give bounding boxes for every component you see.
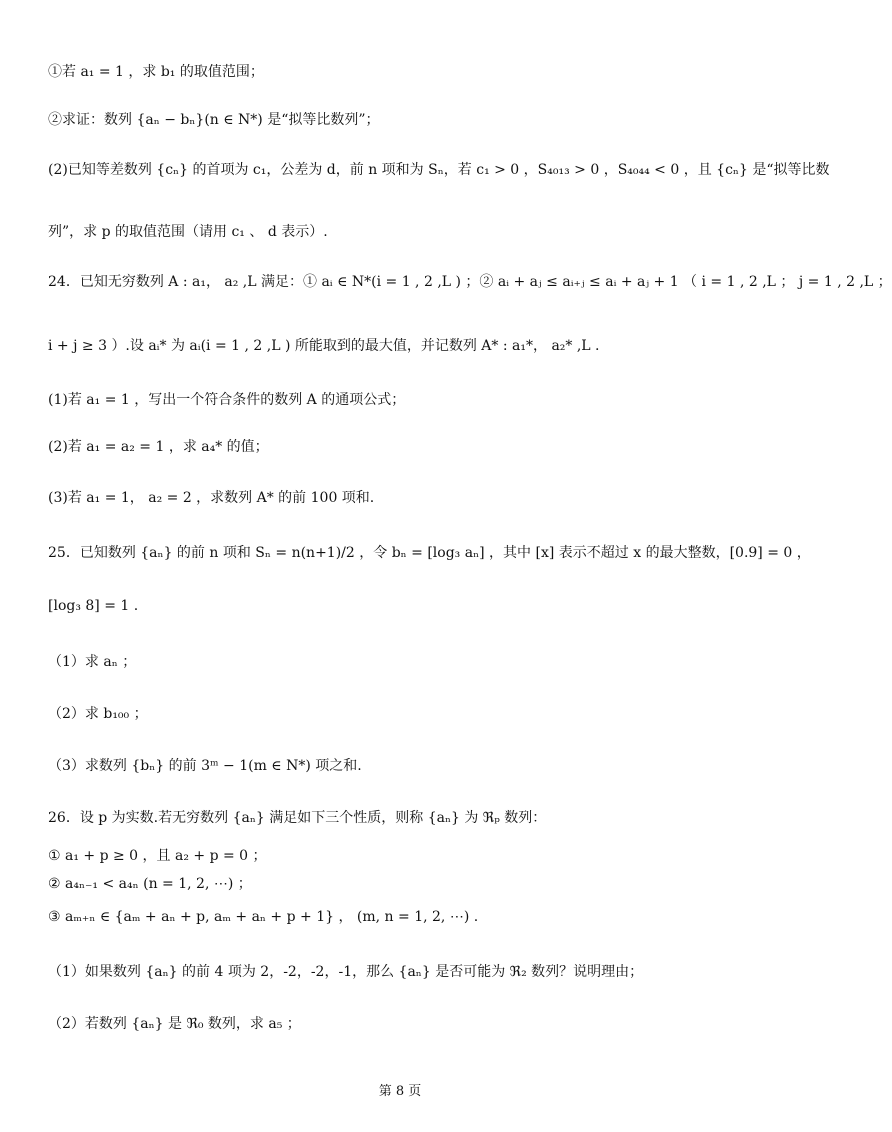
text-line-12: （1）求 aₙ ； [48, 654, 137, 670]
text-line-6: i + j ≥ 3 ）.设 aᵢ* 为 aᵢ(i = 1 , 2 ,L ) 所能取到的最大值，并记数列 A* : a₁*， a₂* ,L . [48, 338, 600, 354]
text-line-19: （1）如果数列 {aₙ} 的前 4 项为 2，-2，-2，-1，那么 {aₙ} 是否可能为 ℜ₂ 数列？说明理由； [48, 964, 644, 980]
text-line-15: 26．设 p 为实数.若无穷数列 {aₙ} 满足如下三个性质，则称 {aₙ} 为 ℜₚ 数列： [48, 810, 547, 826]
text-line-10: 25．已知数列 {aₙ} 的前 n 项和 Sₙ = n(n+1)/2 ，令 bₙ = [log₃ aₙ] ，其中 [x] 表示不超过 x 的最大整数，[0.9] = 0 ， [48, 545, 811, 561]
text-line-9: (3)若 a₁ = 1， a₂ = 2 ，求数列 A* 的前 100 项和. [48, 490, 375, 506]
text-line-13: （2）求 b₁₀₀ ； [48, 706, 148, 722]
text-line-5: 24．已知无穷数列 A : a₁， a₂ ,L 满足：① aᵢ ∈ N*(i = 1 , 2 ,L ) ；② aᵢ + aⱼ ≤ aᵢ₊ⱼ ≤ aᵢ + aⱼ + 1 （ i = 1 , 2 ,L ； j = 1 , 2 ,L ； [48, 274, 892, 290]
text-line-18: ③ aₘ₊ₙ ∈ {aₘ + aₙ + p, aₘ + aₙ + p + 1} ， (m, n = 1, 2, ⋯) . [48, 909, 479, 925]
text-line-7: (1)若 a₁ = 1 ，写出一个符合条件的数列 A 的通项公式； [48, 392, 406, 408]
page-number: 第 8 页 [378, 1084, 422, 1099]
text-line-8: (2)若 a₁ = a₂ = 1 ，求 a₄* 的值； [48, 439, 269, 455]
text-line-11: [log₃ 8] = 1 . [48, 598, 139, 614]
text-line-14: （3）求数列 {bₙ} 的前 3ᵐ − 1(m ∈ N*) 项之和. [48, 758, 362, 774]
text-line-4: 列”，求 p 的取值范围（请用 c₁ 、 d 表示）. [48, 224, 328, 240]
text-line-3: (2)已知等差数列 {cₙ} 的首项为 c₁，公差为 d，前 n 项和为 Sₙ，若 c₁ > 0 ，S₄₀₁₃ > 0 ，S₄₀₄₄ < 0 ，且 {cₙ} 是“拟等比数 [48, 162, 830, 178]
text-line-2: ②求证：数列 {aₙ − bₙ}(n ∈ N*) 是“拟等比数列”； [48, 112, 380, 128]
text-line-1: ①若 a₁ = 1 ，求 b₁ 的取值范围； [48, 64, 264, 80]
text-line-20: （2）若数列 {aₙ} 是 ℜ₀ 数列，求 a₅ ； [48, 1016, 301, 1032]
text-line-16: ① a₁ + p ≥ 0 ，且 a₂ + p = 0 ； [48, 848, 267, 864]
text-line-17: ② a₄ₙ₋₁ < a₄ₙ (n = 1, 2, ⋯) ； [48, 876, 252, 892]
